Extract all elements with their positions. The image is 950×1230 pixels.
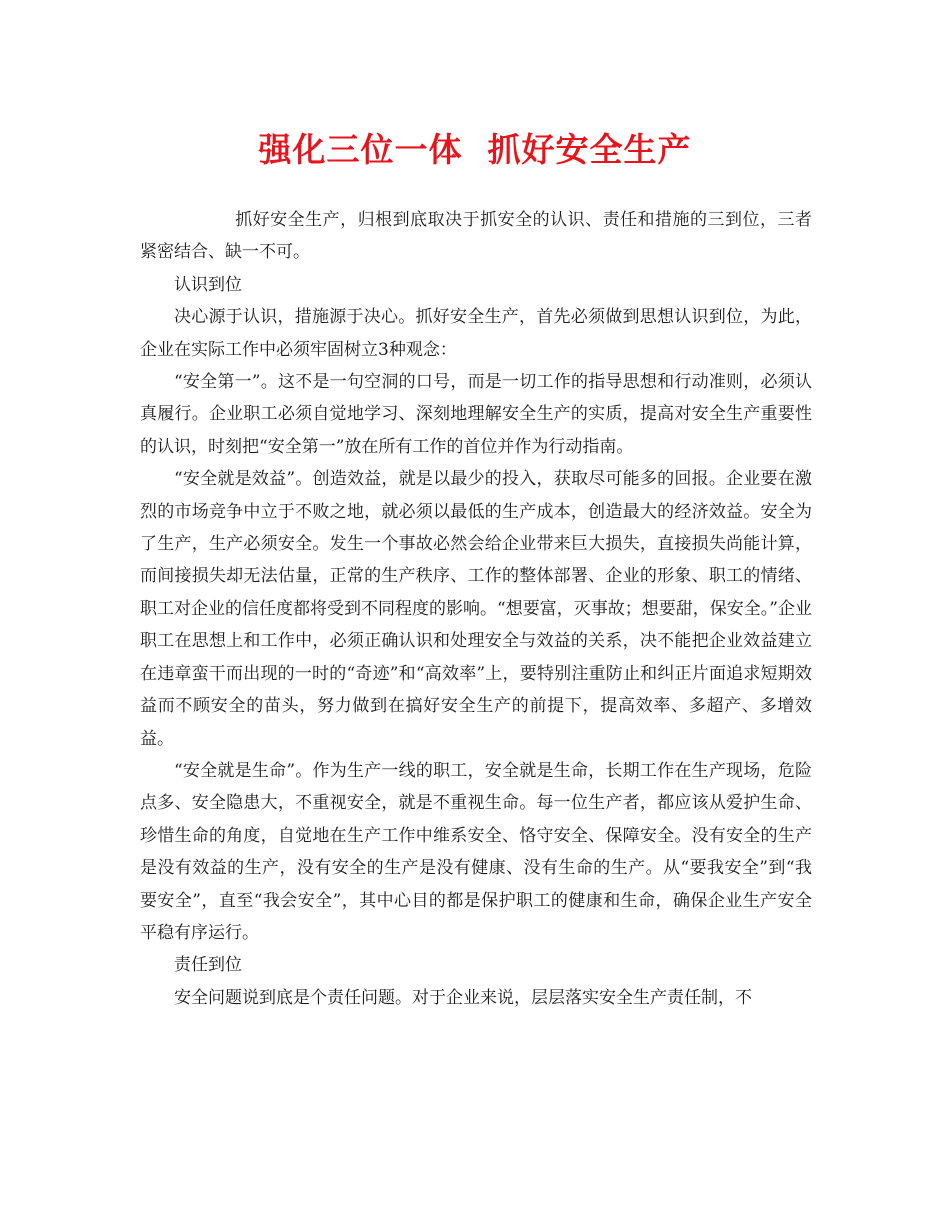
paragraph-intro: 抓好安全生产，归根到底取决于抓安全的认识、责任和措施的三到位，三者紧密结合、缺一不可。 (140, 210, 812, 263)
section-heading-responsibility: 责任到位 (174, 955, 242, 976)
document-body (140, 204, 812, 1014)
paragraph-safety-life: “安全就是生命”。作为生产一线的职工，安全就是生命，长期工作在生产现场，危险点多、安全隐患大，不重视安全，就是不重视生命。每一位生产者，都应该从爱护生命、珍惜生命的角度，自觉地在生产工作中维系安全、恪守安全、保障安全。没有安全的生产是没有效益的生产，没有安全的生产是没有健康、没有生命的生产。从“要我安全”到“我要安全”，直至“我会安全”，其中心目的都是保护职工的健康和生命，确保企业生产安全平稳有序运行。 (140, 760, 812, 943)
paragraph-safety-first: “安全第一”。这不是一句空洞的口号，而是一切工作的指导思想和行动准则，必须认真履行。企业职工必须自觉地学习、深刻地理解安全生产的实质，提高对安全生产重要性的认识，时刻把“安全第一”放在所有工作的首位并作为行动指南。 (140, 372, 812, 457)
document-title: 强化三位一体 抓好安全生产 (258, 130, 692, 169)
paragraph-responsibility: 安全问题说到底是个责任问题。对于企业来说，层层落实安全生产责任制，不 (174, 987, 752, 1008)
paragraph-safety-benefit: “安全就是效益”。创造效益，就是以最少的投入，获取尽可能多的回报。企业要在激烈的市场竞争中立于不败之地，就必须以最低的生产成本，创造最大的经济效益。安全为了生产，生产必须安全。发生一个事故必然会给企业带来巨大损失，直接损失尚能计算，而间接损失却无法估量，正常的生产秩序、工作的整体部署、企业的形象、职工的情绪、职工对企业的信任度都将受到不同程度的影响。“想要富，灭事故；想要甜，保安全。”企业职工在思想上和工作中，必须正确认识和处理安全与效益的关系，决不能把企业效益建立在违章蛮干而出现的一时的“奇迹”和“高效率”上，要特别注重防止和纠正片面追求短期效益而不顾安全的苗头，努力做到在搞好安全生产的前提下，提高效率、多超产、多增效益。 (140, 469, 812, 749)
section-heading-awareness: 认识到位 (174, 274, 242, 295)
paragraph-awareness: 决心源于认识，措施源于决心。抓好安全生产，首先必须做到思想认识到位，为此，企业在实际工作中必须牢固树立3种观念： (140, 307, 812, 360)
